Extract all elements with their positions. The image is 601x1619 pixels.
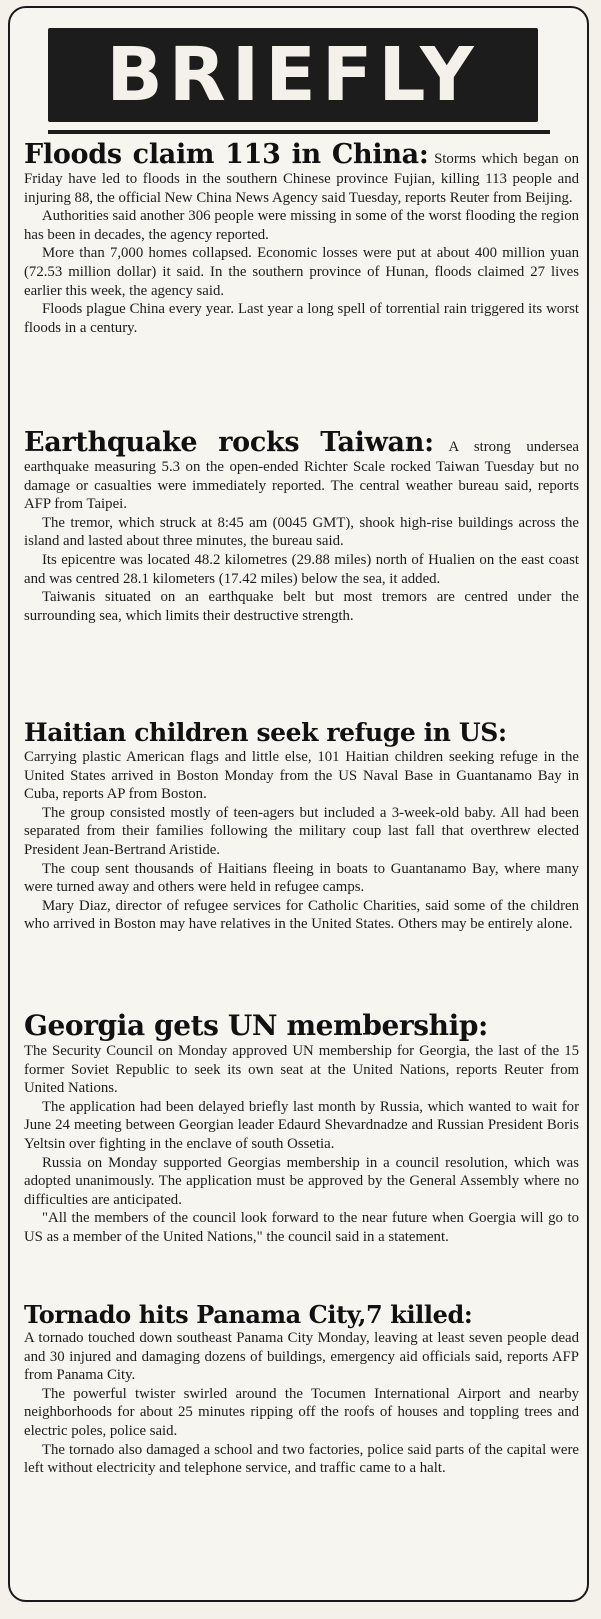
story-paragraph: The tornado also damaged a school and two factories, police said parts of the capital were left without electricity and telephone service, and traffic came to a halt.: [24, 1441, 579, 1477]
story-paragraph: Floods plague China every year. Last year a long spell of torrential rain triggered its worst floods in a century.: [24, 301, 579, 336]
story-lead-paragraph: [24, 428, 579, 514]
story-headline: Earthquake rocks Taiwan:: [24, 427, 434, 458]
story-headline: Haitian children seek refuge in US:: [24, 718, 507, 747]
story-paragraph: The application had been delayed briefly last month by Russia, which wanted to wait for June 24 meeting between Georgian leader Edaurd Shevardnadze and Russian President Boris Yeltsin over fighting in the enclave of south Ossetia.: [24, 1098, 579, 1152]
story-paragraph: The group consisted mostly of teen-agers but included a 3-week-old baby. All had been separated from their families following the military coup last fall that overthrew elected President Jean-Bertrand Aristide.: [24, 804, 579, 858]
story-paragraph: Russia on Monday supported Georgias membership in a council resolution, which was adopted unanimously. The application must be approved by the General Assembly where no difficulties are anticipated.: [24, 1154, 579, 1208]
story-paragraph: More than 7,000 homes collapsed. Economic losses were put at about 400 million yuan (72.53 million dollar) it said. In the southern province of Hunan, floods claimed 27 lives earlier this week, the agency said.: [24, 245, 579, 299]
story-paragraph: The powerful twister swirled around the Tocumen International Airport and nearby neighborhoods for about 25 minutes ripping off the roofs of houses and toppling trees and electric poles, police said.: [24, 1385, 579, 1439]
story-lead-text: The Security Council on Monday approved UN membership for Georgia, the last of the 15 former Soviet Republic to seek its own seat at the United Nations, reports Reuter from United Nations.: [24, 1043, 579, 1097]
masthead-rule: [48, 130, 550, 134]
story-paragraph: Mary Diaz, director of refugee services for Catholic Charities, said some of the children who arrived in Boston may have relatives in the United States. Others may be entirely alone.: [24, 897, 579, 933]
story-headline: Georgia gets UN membership:: [24, 1009, 488, 1042]
story-headline: Floods claim 113 in China:: [24, 139, 429, 170]
masthead-title: BRIEFLY: [106, 32, 480, 118]
masthead-banner: [48, 28, 538, 122]
story-georgia-un: [24, 1010, 579, 1247]
story-paragraph: Authorities said another 306 people were missing in some of the worst flooding the region has been in decades, the agency reported.: [24, 208, 579, 243]
story-paragraph: Taiwanis situated on an earthquake belt but most tremors are centred under the surrounding sea, which limits their destructive strength.: [24, 589, 579, 624]
story-paragraph: The tremor, which struck at 8:45 am (0045 GMT), shook high-rise buildings across the island and lasted about three minutes, the bureau said.: [24, 514, 579, 550]
story-paragraph: Its epicentre was located 48.2 kilometres (29.88 miles) north of Hualien on the east coast and was centred 28.1 kilometers (17.42 miles) below the sea, it added.: [24, 551, 579, 587]
story-haitian-children: [24, 718, 579, 934]
story-lead-paragraph: [24, 140, 579, 207]
story-taiwan-earthquake: [24, 428, 579, 625]
story-paragraph: "All the members of the council look forward to the near future when Goergia will go to US as a member of the United Nations," the council said in a statement.: [24, 1210, 579, 1245]
story-lead-text: Storms which began on Friday have led to floods in the southern Chinese province Fujian, killing 113 people and injuring 88, the official New China News Agency said Tuesday, reports Reuter from Beijing.: [24, 151, 579, 206]
story-china-floods: [24, 140, 579, 337]
story-headline: Tornado hits Panama City,7 killed:: [24, 1300, 473, 1329]
story-lead-text: A strong undersea earthquake measuring 5.3 on the open-ended Richter Scale rocked Taiwan Tuesday but no damage or casualties were immediately reported. The central weather bureau said, reports AFP from Taipei.: [24, 439, 579, 513]
story-paragraph: The coup sent thousands of Haitians fleeing in boats to Guantanamo Bay, where many were turned away and others were held in refugee camps.: [24, 860, 579, 896]
story-lead-text: A tornado touched down southeast Panama City Monday, leaving at least seven people dead and 30 injured and damaging dozens of buildings, emergency aid officials said, reports AFP from Panama City.: [24, 1330, 579, 1384]
story-lead-text: Carrying plastic American flags and little else, 101 Haitian children seeking refuge in the United States arrived in Boston Monday from the US Naval Base in Guantanamo Bay in Cuba, reports AP from Boston.: [24, 749, 579, 803]
story-panama-tornado: [24, 1300, 579, 1478]
